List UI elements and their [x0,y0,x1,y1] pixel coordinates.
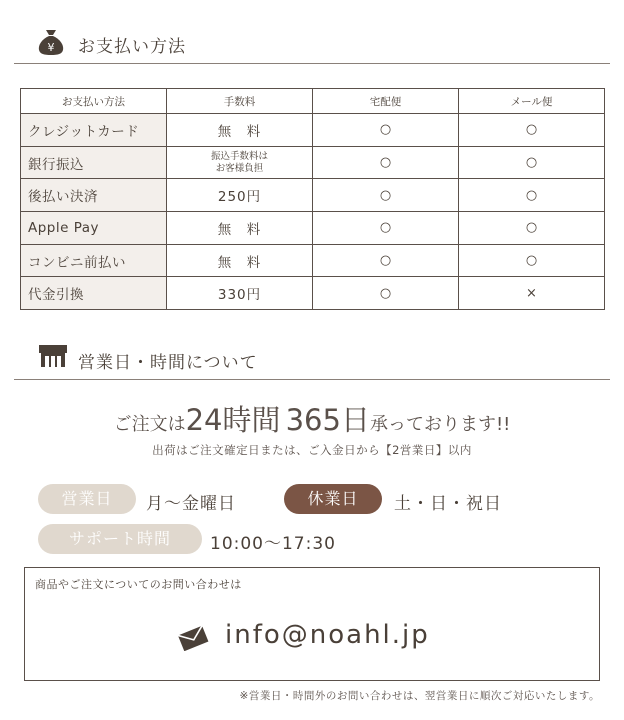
headline-post: 承っております!! [369,414,511,435]
mailbin-cell: ○ [459,212,605,245]
mailbin-cell: ○ [459,114,605,147]
contact-box [24,567,600,681]
headline-24-hours: 24時間 [185,403,281,437]
business-section-header [14,330,610,380]
method-cell: Apple Pay [21,212,167,245]
money-bag-icon [36,28,66,56]
fee-cell: 330円 [167,277,313,310]
mailbin-cell: ○ [459,244,605,277]
takuhaibin-cell: ○ [313,244,459,277]
support-hours-badge: サポート時間 [38,524,202,554]
payment-methods-table [20,88,605,310]
mailbin-cell: ○ [459,146,605,179]
table-row [21,179,605,212]
method-cell: コンビニ前払い [21,244,167,277]
footnote: ※営業日・時間外のお問い合わせは、翌営業日に順次ご対応いたします。 [239,690,600,702]
takuhaibin-cell: ○ [313,114,459,147]
header-takuhaibin: 宅配便 [313,89,459,114]
method-cell: クレジットカード [21,114,167,147]
table-row [21,146,605,179]
order-headline [0,398,624,439]
header-fee: 手数料 [167,89,313,114]
contact-email-link[interactable]: info@noahl.jp [225,620,430,650]
table-row [21,244,605,277]
method-cell: 銀行振込 [21,146,167,179]
payment-section-header [14,14,610,64]
takuhaibin-cell: ○ [313,277,459,310]
business-days-value: 月〜金曜日 [146,494,236,514]
contact-label: 商品やご注文についてのお問い合わせは [35,578,242,591]
storefront-icon [36,342,70,370]
support-hours-value: 10:00〜17:30 [210,534,336,554]
fee-cell: 250円 [167,179,313,212]
fee-line: お客様負担 [215,162,264,174]
fee-cell: 無 料 [167,212,313,245]
headline-365-days: 365日 [285,403,370,437]
method-cell: 後払い決済 [21,179,167,212]
table-header-row [21,89,605,114]
takuhaibin-cell: ○ [313,179,459,212]
fee-cell [167,146,313,179]
table-row [21,114,605,147]
holidays-badge: 休業日 [284,484,382,514]
payment-section-title: お支払い方法 [78,37,186,57]
takuhaibin-cell: ○ [313,212,459,245]
business-days-badge: 営業日 [38,484,136,514]
header-mailbin: メール便 [459,89,605,114]
fee-line: 振込手数料は [210,150,268,162]
business-section-title: 営業日・時間について [78,353,258,373]
mailbin-cell: × [459,277,605,310]
table-row [21,277,605,310]
svg-text:¥: ¥ [47,41,55,54]
method-cell: 代金引換 [21,277,167,310]
headline-pre: ご注文は [113,414,186,435]
header-method: お支払い方法 [21,89,167,114]
fee-cell: 無 料 [167,244,313,277]
table-row [21,212,605,245]
fee-cell: 無 料 [167,114,313,147]
takuhaibin-cell: ○ [313,146,459,179]
envelope-icon [177,625,209,651]
holidays-value: 土・日・祝日 [394,494,502,514]
shipping-note: 出荷はご注文確定日または、ご入金日から【2営業日】以内 [152,443,472,457]
mailbin-cell: ○ [459,179,605,212]
